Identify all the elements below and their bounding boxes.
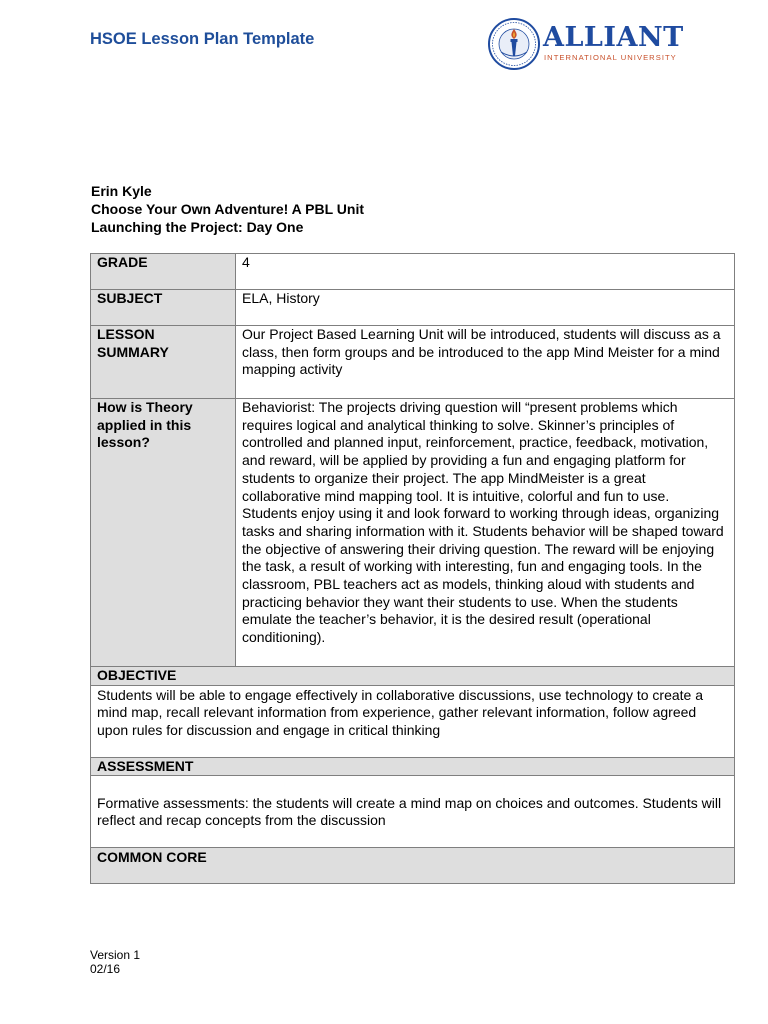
lesson-title: Launching the Project: Day One	[91, 219, 304, 235]
common-core-row	[91, 848, 735, 884]
objective-row	[91, 685, 735, 757]
university-seal-icon	[487, 16, 541, 72]
lesson-header	[91, 182, 364, 236]
version-date: 02/16	[90, 962, 121, 976]
assessment-label: ASSESSMENT	[91, 757, 735, 776]
assessment-header-row	[91, 757, 735, 776]
grade-value: 4	[236, 254, 735, 290]
summary-row	[91, 326, 735, 399]
version-text: Version 1	[90, 948, 141, 962]
logo-wordmark: ALLIANT	[543, 22, 684, 53]
subject-value: ELA, History	[236, 290, 735, 326]
grade-label: GRADE	[91, 254, 236, 290]
assessment-value: Formative assessments: the students will create a mind map on choices and outcomes. Students will reflect and recap concepts from the discussion	[91, 776, 735, 848]
unit-title: Choose Your Own Adventure! A PBL Unit	[91, 201, 365, 217]
theory-label: How is Theory applied in this lesson?	[91, 399, 236, 667]
assessment-row	[91, 776, 735, 848]
summary-label: LESSON SUMMARY	[91, 326, 236, 399]
summary-value: Our Project Based Learning Unit will be introduced, students will discuss as a class, then form groups and be introduced to the app Mind Meister for a mind mapping activity	[236, 326, 735, 399]
common-core-label: COMMON CORE	[91, 848, 735, 884]
objective-header-row	[91, 667, 735, 686]
logo-subtitle: INTERNATIONAL UNIVERSITY	[544, 53, 677, 62]
document-title: HSOE Lesson Plan Template	[90, 30, 315, 48]
lesson-plan-table	[90, 253, 735, 884]
objective-value: Students will be able to engage effectively in collaborative discussions, use technology to create a mind map, recall relevant information from experience, gather relevant information, follow agreed upon rules for discussion and engage in critical thinking	[91, 685, 735, 757]
objective-label: OBJECTIVE	[91, 667, 735, 686]
footer	[90, 948, 140, 976]
author-name: Erin Kyle	[91, 183, 152, 199]
grade-row	[91, 254, 735, 290]
subject-row	[91, 290, 735, 326]
theory-row	[91, 399, 735, 667]
theory-value: Behaviorist: The projects driving question will “present problems which requires logical and analytical thinking to solve. Skinner’s principles of controlled and planned input, reinforcement, practice, feedback, motivation, and reward, will be applied by providing a fun and engaging platform for students to organize their project. The app MindMeister is a great collaborative mind mapping tool. It is intuitive, colorful and fun to use. Students enjoy using it and look forward to working through ideas, organizing tasks and sharing information with it. Students behavior will be shaped toward the objective of answering their driving question. The reward will be enjoying the task, a result of working with interesting, fun and engaging tools. In the classroom, PBL teachers act as models, thinking aloud with students and practicing behavior they want their students to use. When the students emulate the teacher’s behavior, it is the desired result (operational conditioning).	[236, 399, 735, 667]
subject-label: SUBJECT	[91, 290, 236, 326]
alliant-logo	[487, 16, 697, 74]
